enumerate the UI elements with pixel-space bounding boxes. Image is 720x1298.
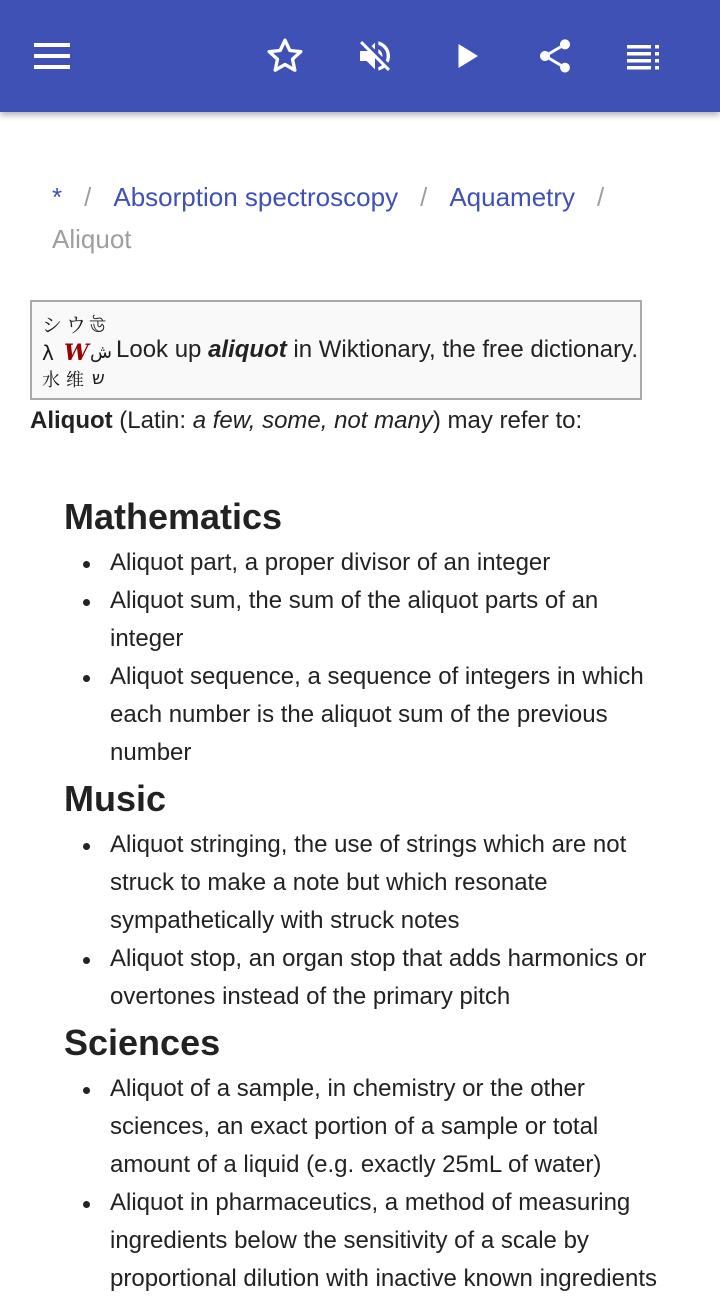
menu-icon (34, 42, 70, 70)
breadcrumb-link-absorption-spectroscopy[interactable]: Absorption spectroscopy (113, 182, 399, 212)
svg-text:ש: ש (92, 368, 105, 389)
section-list (64, 826, 674, 1016)
breadcrumb-current: Aliquot (52, 224, 132, 254)
share-button[interactable] (527, 28, 583, 84)
intro-close: ) may refer to: (432, 407, 583, 434)
breadcrumb-separator: / (84, 182, 92, 212)
share-icon (535, 36, 575, 76)
svg-text:λ: λ (42, 341, 54, 365)
star-icon (265, 36, 305, 76)
section-list (64, 544, 674, 772)
wiktionary-box (30, 300, 642, 400)
wiktionary-suffix: in Wiktionary, the free dictionary. (286, 336, 638, 363)
intro-paragraph (30, 402, 582, 440)
svg-text:W: W (64, 340, 89, 366)
svg-text:ش: ش (90, 342, 112, 363)
app-bar (0, 0, 720, 112)
volume-off-icon (355, 36, 395, 76)
list-item[interactable]: Aliquot sum, the sum of the aliquot parts of an integer (110, 582, 674, 658)
list-item[interactable]: Aliquot in pharmaceutics, a method of measuring ingredients below the sensitivity of a scale by proportional dilution with inactive known ingredients (110, 1184, 674, 1298)
section-heading: Sciences (64, 1022, 221, 1063)
breadcrumb-link-aquametry[interactable]: Aquametry (449, 182, 576, 212)
svg-text:シ: シ (42, 313, 62, 337)
svg-text:水: 水 (42, 370, 60, 391)
list-item[interactable]: Aliquot stringing, the use of strings which are not struck to make a note but which resonate sympathetically with struck notes (110, 826, 674, 940)
wiktionary-prefix: Look up (116, 336, 209, 363)
play-button[interactable] (438, 28, 494, 84)
list-item[interactable]: Aliquot part, a proper divisor of an integer (110, 544, 674, 582)
section-list (64, 1070, 674, 1298)
article-content (64, 490, 674, 1298)
mute-button[interactable] (347, 28, 403, 84)
list-item[interactable]: Aliquot sequence, a sequence of integers in which each number is the aliquot sum of the previous number (110, 658, 674, 772)
section-heading: Mathematics (64, 496, 283, 537)
breadcrumb (52, 176, 672, 260)
breadcrumb-separator: / (597, 182, 605, 212)
intro-open: (Latin: (112, 407, 193, 434)
menu-button[interactable] (24, 28, 80, 84)
wiktionary-logo (38, 308, 114, 392)
playlist-icon (627, 42, 663, 70)
bookmark-button[interactable] (257, 28, 313, 84)
section-mathematics (64, 490, 674, 772)
breadcrumb-separator: / (420, 182, 428, 212)
list-item[interactable]: Aliquot of a sample, in chemistry or the other sciences, an exact portion of a sample or total amount of a liquid (e.g. exactly 25mL of water) (110, 1070, 674, 1184)
section-music (64, 772, 674, 1016)
svg-text:ウ: ウ (66, 313, 86, 337)
intro-latin: a few, some, not many (192, 407, 433, 434)
svg-text:ঊ: ঊ (90, 316, 106, 337)
list-item[interactable]: Aliquot stop, an organ stop that adds harmonics or overtones instead of the primary pitch (110, 940, 674, 1016)
contents-button[interactable] (617, 28, 673, 84)
play-icon (448, 38, 484, 74)
wiktionary-term-link[interactable]: aliquot (208, 336, 287, 363)
intro-term: Aliquot (30, 407, 113, 434)
breadcrumb-link-home[interactable]: * (52, 182, 63, 212)
wiktionary-text (116, 336, 638, 364)
section-heading: Music (64, 778, 167, 819)
svg-text:维: 维 (66, 370, 84, 391)
section-sciences (64, 1016, 674, 1298)
